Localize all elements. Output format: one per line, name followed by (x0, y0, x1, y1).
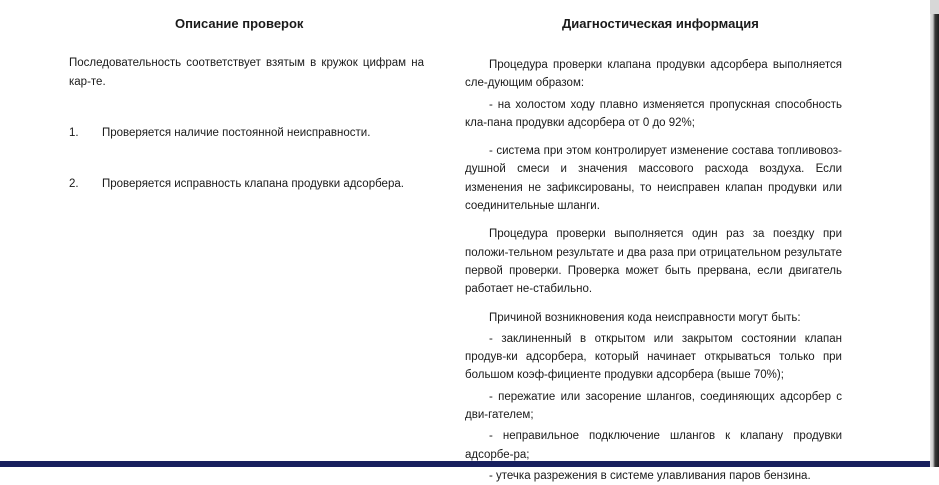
procedure-item-monitor: - система при этом контролирует изменение состава топливовоз-душной смеси и значения массового расхода воздуха. Если изменения не зафиксированы, то неисправен клапан продувки или соединительные шланги. (465, 145, 842, 213)
causes-intro: Причиной возникновения кода неисправности могут быть: (489, 311, 801, 324)
procedure-intro: Процедура проверки клапана продувки адсорбера выполняется сле-дующим образом: (465, 59, 842, 90)
procedure-item-idle: - на холостом ходу плавно изменяется пропускная способность кла-пана продувки адсорбера от 0 до 92%; (465, 98, 842, 129)
left-column-header: Описание проверок (175, 16, 304, 31)
cause-wrong-connection: - неправильное подключение шлангов к клапану продувки адсорбе-ра; (465, 430, 842, 461)
procedure-frequency: Процедура проверки выполняется один раз за поездку при положи-тельном результате и два раза при отрицательном результате первой проверки. Проверка может быть прервана, если двигатель работает не-стабильно. (465, 228, 842, 296)
cause-clogged-hoses: - пережатие или засорение шлангов, соединяющих адсорбер с дви-гателем; (465, 390, 842, 422)
cause-vacuum-leak: - утечка разрежения в системе улавливания паров бензина. (489, 469, 811, 482)
diagnostic-information (465, 56, 842, 485)
page-edge-shadow (930, 0, 939, 467)
sequence-note: Последовательность соответствует взятым в кружок цифрам на кар-те. (69, 57, 424, 88)
check-step-1 (69, 124, 370, 143)
cause-stuck-valve: - заклиненный в открытом или закрытом состоянии клапан продув-ки адсорбера, который начинает открываться только при большом коэф-фициенте продувки адсорбера (выше 70%); (465, 332, 842, 382)
step-text: Проверяется исправность клапана продувки адсорбера. (102, 178, 404, 190)
step-number: 2. (69, 178, 79, 190)
step-number: 1. (69, 127, 79, 139)
bottom-rule (0, 461, 930, 467)
right-column-header: Диагностическая информация (562, 16, 759, 31)
checks-description (69, 54, 424, 92)
page-edge-corner (930, 0, 939, 14)
step-text: Проверяется наличие постоянной неисправности. (102, 127, 371, 139)
check-step-2 (69, 175, 404, 194)
